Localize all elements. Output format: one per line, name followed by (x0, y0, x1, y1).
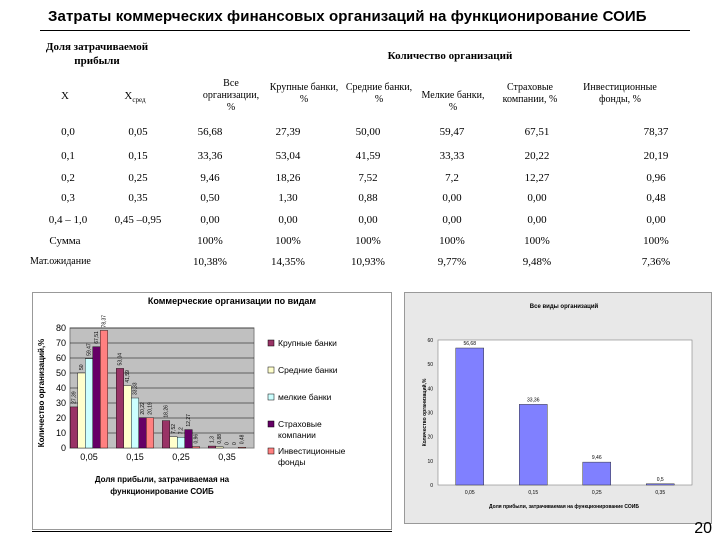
chart1-legend-swatch (268, 394, 274, 400)
chart1-data-label: 0,48 (239, 434, 246, 445)
title-underline (40, 30, 690, 31)
chart1-y-tick: 80 (55, 323, 66, 333)
chart1-bar (93, 347, 101, 448)
chart-by-type (32, 292, 392, 530)
chart1-y-tick: 40 (55, 383, 66, 393)
cell-value: 50,00 (355, 126, 381, 138)
chart2-bar (646, 484, 674, 485)
chart-all-types (404, 292, 712, 524)
col-header-3: Мелкие банки, % (421, 90, 485, 113)
chart2-x-tick: 0,35 (655, 490, 666, 496)
cell-value: 53,04 (275, 150, 301, 162)
chart2-y-tick: 40 (427, 386, 433, 393)
cell-value: 41,59 (355, 150, 381, 162)
page-number: 20 (694, 520, 712, 537)
chart1-legend-swatch (268, 421, 274, 427)
col-header-1: Крупные банки, % (269, 82, 339, 105)
cell-value: 33,36 (197, 150, 223, 162)
cell-value: 56,68 (197, 126, 223, 138)
chart1-data-label: 0,88 (216, 433, 223, 444)
chart1-legend-label: Инвестиционные фонды (278, 446, 346, 467)
cell-value: 0,50 (200, 192, 220, 204)
chart2-y-tick: 50 (427, 362, 433, 369)
cell-value: 7,2 (445, 172, 459, 184)
cell-value: 0,88 (358, 192, 378, 204)
cell-value: 0,00 (200, 214, 220, 226)
chart1-y-tick: 30 (55, 398, 66, 408)
chart1-data-label: 67,51 (93, 331, 100, 344)
chart2-y-tick: 60 (427, 338, 433, 344)
chart1-data-label: 0,96 (193, 433, 200, 444)
chart2-y-tick: 30 (427, 410, 433, 417)
chart2-data-label: 33,36 (526, 397, 540, 404)
cell-xsr: 0,45 –0,95 (114, 214, 162, 226)
chart1-y-tick: 70 (55, 338, 66, 348)
cell-value: 10,38% (193, 256, 227, 268)
chart1-bar (85, 359, 93, 448)
chart1-bar (70, 407, 78, 448)
cell-value: 9,48% (522, 256, 552, 268)
cell-value: 78,37 (643, 126, 669, 138)
cell-value: 0,48 (646, 192, 666, 204)
chart1-x-tick: 0,05 (80, 452, 98, 462)
cell-value: 100% (439, 235, 465, 247)
chart2-data-label: 9,46 (591, 455, 602, 462)
chart2-data-label: 56,68 (463, 341, 477, 348)
bottom-rule (32, 531, 392, 532)
col-header-0: Все организации, % (202, 78, 260, 113)
chart1-data-label: 53,04 (117, 352, 124, 366)
chart1-bar (162, 421, 170, 448)
page-title: Затраты коммерческих финансовых организаций на функционирование СОИБ (48, 8, 647, 25)
chart1-y-tick: 0 (60, 443, 66, 453)
col-x-header: X (61, 90, 69, 102)
cell-value: 100% (355, 235, 381, 247)
chart2-title: Все виды организаций (529, 304, 599, 310)
cell-value: 7,52 (358, 172, 378, 184)
cell-x: 0,2 (61, 172, 75, 184)
cell-value: 20,19 (643, 150, 669, 162)
chart1-data-label: 59,47 (86, 343, 93, 356)
chart1-bar (100, 330, 108, 448)
chart2-y-tick: 10 (427, 458, 433, 465)
cell-value: 0,00 (646, 214, 666, 226)
cell-value: 7,36% (641, 256, 671, 268)
chart1-bar (116, 368, 124, 448)
cell-value: 9,46 (200, 172, 220, 184)
cell-x: Сумма (49, 235, 81, 247)
chart1-y-tick: 60 (55, 353, 66, 363)
col-header-4: Страховые компании, % (502, 82, 558, 105)
chart1-data-label: 41,59 (124, 370, 131, 383)
cell-value: 0,00 (442, 192, 462, 204)
cell-value: 0,00 (278, 214, 298, 226)
cell-value: 100% (275, 235, 301, 247)
chart2-bar (519, 404, 547, 485)
cell-x: 0,0 (61, 126, 75, 138)
chart1-bar (139, 418, 147, 448)
chart1-data-label: 0 (231, 442, 238, 445)
cell-value: 33,33 (439, 150, 465, 162)
cell-x: 0,4 – 1,0 (48, 214, 88, 226)
cell-value: 9,77% (437, 256, 467, 268)
header-share: Доля затрачиваемой прибыли (45, 41, 149, 67)
cell-value: 100% (524, 235, 550, 247)
cell-value: 12,27 (524, 172, 550, 184)
chart1-data-label: 7,2 (178, 427, 185, 435)
chart1-title: Коммерческие организации по видам (147, 296, 317, 306)
chart1-y-label: Количество организаций,% (37, 338, 46, 448)
cell-value: 67,51 (524, 126, 550, 138)
cell-value: 10,93% (351, 256, 385, 268)
chart2-x-tick: 0,15 (528, 490, 539, 496)
cell-xsr: 0,35 (128, 192, 148, 204)
chart1-legend-label: Средние банки (278, 365, 338, 375)
cell-value: 0,00 (442, 214, 462, 226)
col-header-2: Средние банки, % (345, 82, 413, 105)
chart1-x-tick: 0,15 (126, 452, 144, 462)
chart1-data-label: 27,39 (71, 391, 78, 404)
cell-value: 0,00 (527, 214, 547, 226)
cell-value: 0,00 (358, 214, 378, 226)
chart1-y-tick: 20 (55, 413, 66, 423)
chart2-y-tick: 0 (430, 483, 433, 489)
chart2-x-label: Доля прибыли, затрачиваемая на функционирование СОИБ (489, 504, 639, 510)
chart1-data-label: 0 (224, 442, 231, 445)
cell-value: 59,47 (439, 126, 465, 138)
chart2-bar (583, 462, 611, 485)
cell-value: 1,30 (278, 192, 298, 204)
cell-x: 0,1 (61, 150, 75, 162)
chart1-bar (146, 418, 154, 448)
cell-value: 14,35% (271, 256, 305, 268)
chart1-legend-label: Страховые компании (278, 419, 322, 440)
chart1-bar (170, 437, 178, 448)
col-header-5: Инвестиционные фонды, % (583, 82, 657, 105)
chart1-bar (78, 373, 86, 448)
chart1-data-label: 18,26 (163, 405, 170, 418)
chart2-y-tick: 20 (427, 434, 433, 441)
cell-x: 0,3 (61, 192, 75, 204)
chart1-data-label: 50 (78, 364, 85, 370)
chart1-data-label: 78,37 (101, 314, 108, 328)
cell-value: 100% (643, 235, 669, 247)
chart2-x-tick: 0,25 (591, 490, 602, 496)
cell-value: 27,39 (275, 126, 301, 138)
cell-value: 100% (197, 235, 223, 247)
col-xsr-header: $X_{сред}$ (124, 90, 146, 105)
chart1-bar (131, 398, 139, 448)
chart2-bar (456, 348, 484, 485)
cell-value: 0,96 (646, 172, 666, 184)
chart1-bar (238, 447, 246, 448)
chart1-bar (177, 437, 185, 448)
chart1-bar (208, 446, 216, 448)
chart1-data-label: 7,52 (170, 423, 177, 434)
cell-value: 0,00 (527, 192, 547, 204)
header-count: Количество организаций (387, 50, 513, 62)
chart1-legend-swatch (268, 448, 274, 454)
chart1-data-label: 33,33 (132, 382, 139, 396)
chart1-legend-swatch (268, 340, 274, 346)
chart2-y-label: Количество организаций,% (422, 378, 428, 447)
chart1-legend-label: мелкие банки (278, 392, 332, 402)
chart1-x-tick: 0,25 (172, 452, 190, 462)
chart1-bar (192, 447, 200, 448)
chart1-data-label: 1,3 (209, 436, 216, 444)
chart1-x-label: Доля прибыли, затрачиваемая на функционирование СОИБ (94, 475, 230, 496)
chart2-x-tick: 0,05 (464, 490, 475, 496)
chart1-bar (124, 386, 132, 448)
chart1-y-tick: 10 (55, 428, 66, 438)
cell-x: Мат.ожидание (30, 256, 91, 267)
chart1-data-label: 20,19 (147, 402, 154, 415)
chart2-data-label: 0,5 (656, 476, 664, 483)
chart1-bar (185, 430, 193, 448)
chart1-x-tick: 0,35 (218, 452, 236, 462)
chart1-data-label: 12,27 (185, 414, 192, 427)
chart1-data-label: 20,22 (139, 402, 146, 415)
chart1-bar (216, 447, 224, 448)
cell-value: 20,22 (524, 150, 550, 162)
cell-xsr: 0,25 (128, 172, 148, 184)
chart1-legend-label: Крупные банки (278, 338, 337, 348)
cell-xsr: 0,15 (128, 150, 148, 162)
cell-xsr: 0,05 (128, 126, 148, 138)
chart1-y-tick: 50 (55, 368, 66, 378)
chart1-legend-swatch (268, 367, 274, 373)
cell-value: 18,26 (275, 172, 301, 184)
